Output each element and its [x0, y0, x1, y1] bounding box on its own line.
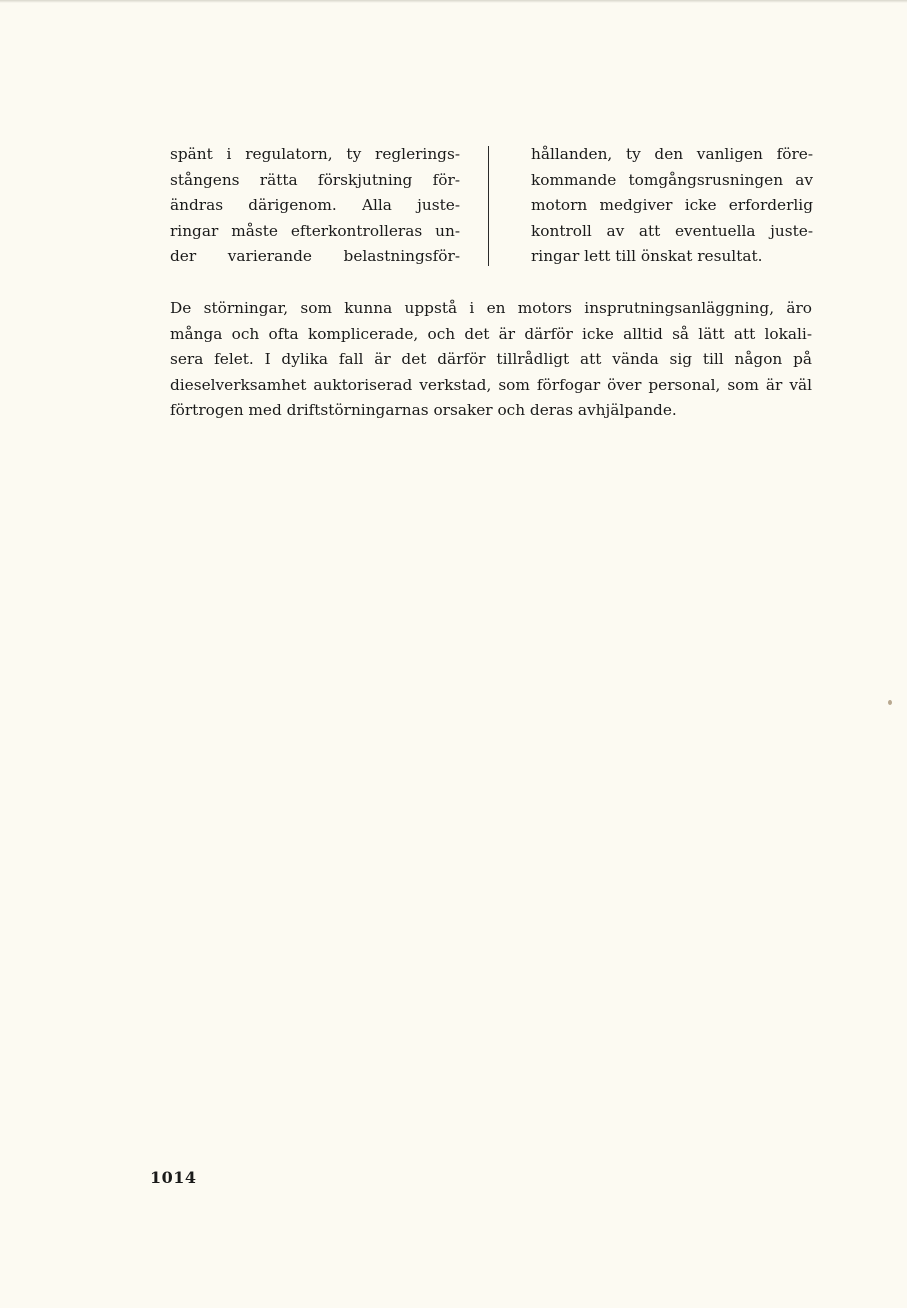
paragraph-line: sera felet. I dylika fall är det därför tillrådligt att vända sig till någon på: [170, 350, 812, 368]
page-top-edge: [0, 0, 907, 3]
left-column-line: stångens rätta förskjutning för-: [170, 170, 460, 189]
body-paragraph: [170, 296, 812, 424]
left-column-line: ändras därigenom. Alla juste-: [170, 196, 460, 214]
right-column-line: kontroll av att eventuella juste-: [531, 221, 813, 240]
paragraph-line: förtrogen med driftstörningarnas orsaker och deras avhjälpande.: [170, 401, 677, 419]
left-column: [170, 142, 460, 270]
right-column-line: ringar lett till önskat resultat.: [531, 247, 763, 265]
paper-speck: [888, 700, 892, 705]
two-column-section: [170, 142, 812, 272]
left-column-line: der varierande belastningsför-: [170, 247, 460, 265]
right-column-line: kommande tomgångsrusningen av: [531, 170, 813, 189]
left-column-line: spänt i regulatorn, ty reglerings-: [170, 145, 460, 163]
right-column-line: motorn medgiver icke erforderlig: [531, 196, 813, 214]
left-column-line: ringar måste efterkontrolleras un-: [170, 221, 460, 240]
paragraph-line: dieselverksamhet auktoriserad verkstad, som förfogar över personal, som är väl: [170, 375, 812, 394]
paragraph-line: De störningar, som kunna uppstå i en motors insprutningsanläggning, äro: [170, 299, 812, 317]
column-divider: [488, 146, 489, 266]
paragraph-line: många och ofta komplicerade, och det är därför icke alltid så lätt att lokali-: [170, 324, 812, 343]
page-number: 1014: [150, 1168, 197, 1187]
right-column-line: hållanden, ty den vanligen före-: [531, 145, 813, 163]
right-column: [531, 142, 813, 270]
